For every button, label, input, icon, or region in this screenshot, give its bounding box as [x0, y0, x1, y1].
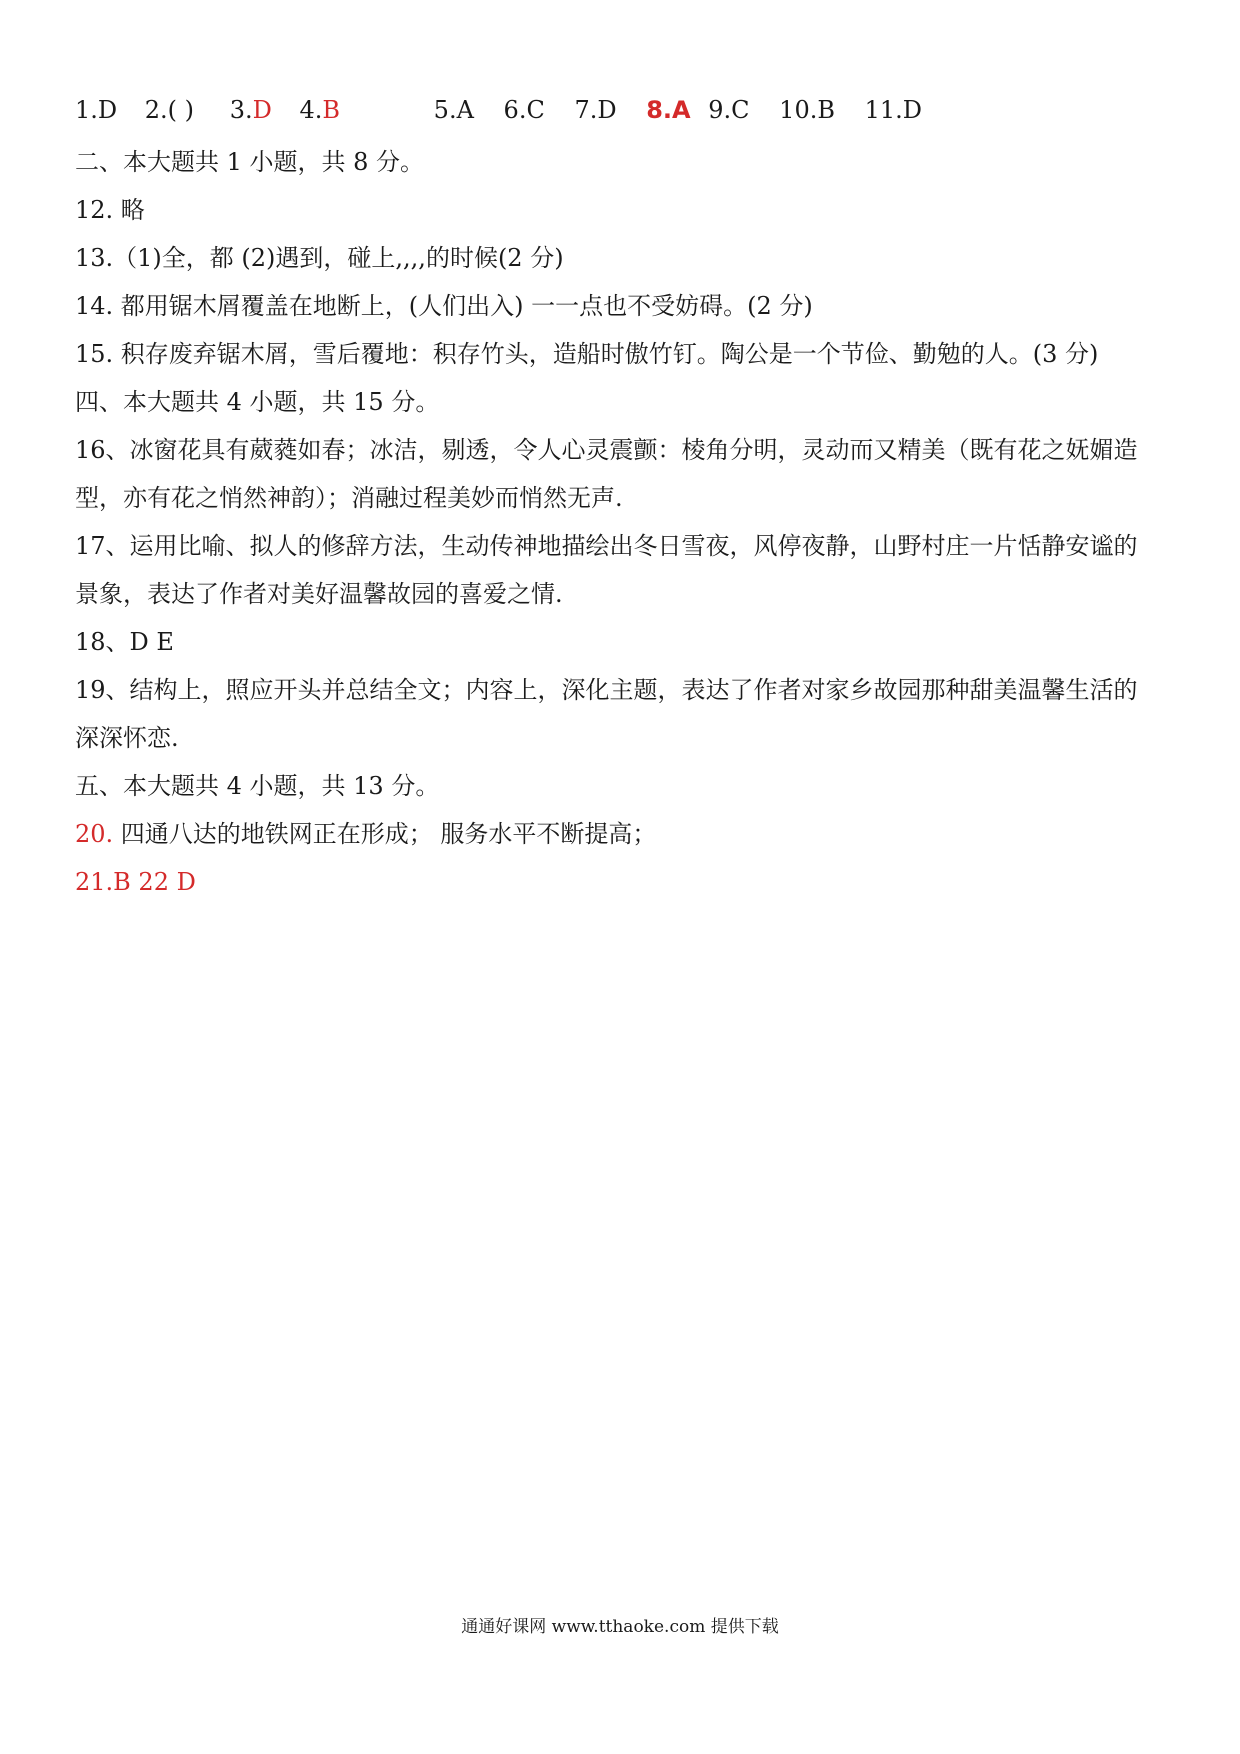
answer-q18: 18、D E	[75, 628, 174, 656]
answer-q5: 5.A	[433, 96, 474, 124]
section-5-heading: 五、本大题共 4 小题，共 13 分。	[75, 772, 440, 800]
answer-q11: 11.D	[864, 96, 923, 124]
answer-q16-line2: 型，亦有花之悄然神韵）；消融过程美妙而悄然无声.	[75, 484, 623, 512]
multiple-choice-answers	[75, 95, 1175, 125]
answer-q8: 8.A	[646, 96, 691, 124]
answer-q4-choice: B	[322, 96, 341, 124]
answer-q17-line2: 景象，表达了作者对美好温馨故园的喜爱之情.	[75, 580, 563, 608]
answer-q20-number: 20.	[75, 820, 114, 848]
answer-q3-choice: D	[252, 96, 272, 124]
answer-q6: 6.C	[503, 96, 545, 124]
footer-source: 通通好课网 www.tthaoke.com 提供下载	[461, 1617, 779, 1637]
answer-q4-number: 4.	[299, 96, 323, 124]
answer-q9: 9.C	[708, 96, 750, 124]
answer-q10: 10.B	[779, 96, 835, 124]
answer-q15: 15. 积存废弃锯木屑，雪后覆地：积存竹头，造船时傲竹钉。陶公是一个节俭、勤勉的人。(3 分)	[75, 340, 1099, 368]
answer-q1: 1.D	[75, 96, 118, 124]
answer-q13: 13.（1)全，都 (2)遇到，碰上,,,,的时候(2 分)	[75, 244, 564, 272]
answer-q21-q22: 21.B 22 D	[75, 868, 196, 896]
section-2-heading: 二、本大题共 1 小题，共 8 分。	[75, 148, 425, 176]
answer-q7: 7.D	[574, 96, 617, 124]
answer-q19-line2: 深深怀恋.	[75, 724, 179, 752]
answer-q19-line1: 19、结构上，照应开头并总结全文；内容上，深化主题，表达了作者对家乡故园那种甜美温馨生活的	[75, 676, 1138, 704]
answer-q14: 14. 都用锯木屑覆盖在地断上，(人们出入) 一一点也不受妨碍。(2 分)	[75, 292, 813, 320]
answer-q12: 12. 略	[75, 196, 145, 224]
section-4-heading: 四、本大题共 4 小题，共 15 分。	[75, 388, 440, 416]
answer-q3-number: 3.	[229, 96, 253, 124]
answer-q17-line1: 17、运用比喻、拟人的修辞方法，生动传神地描绘出冬日雪夜，风停夜静，山野村庄一片恬静安谧的	[75, 532, 1138, 560]
answer-q2: 2.( )	[144, 96, 195, 124]
answer-q16-line1: 16、冰窗花具有葳蕤如春；冰洁，剔透，令人心灵震颤：棱角分明，灵动而又精美（既有花之妩媚造	[75, 436, 1138, 464]
answer-q20	[75, 819, 1175, 849]
answer-q20-text: 四通八达的地铁网正在形成； 服务水平不断提高；	[113, 820, 657, 848]
